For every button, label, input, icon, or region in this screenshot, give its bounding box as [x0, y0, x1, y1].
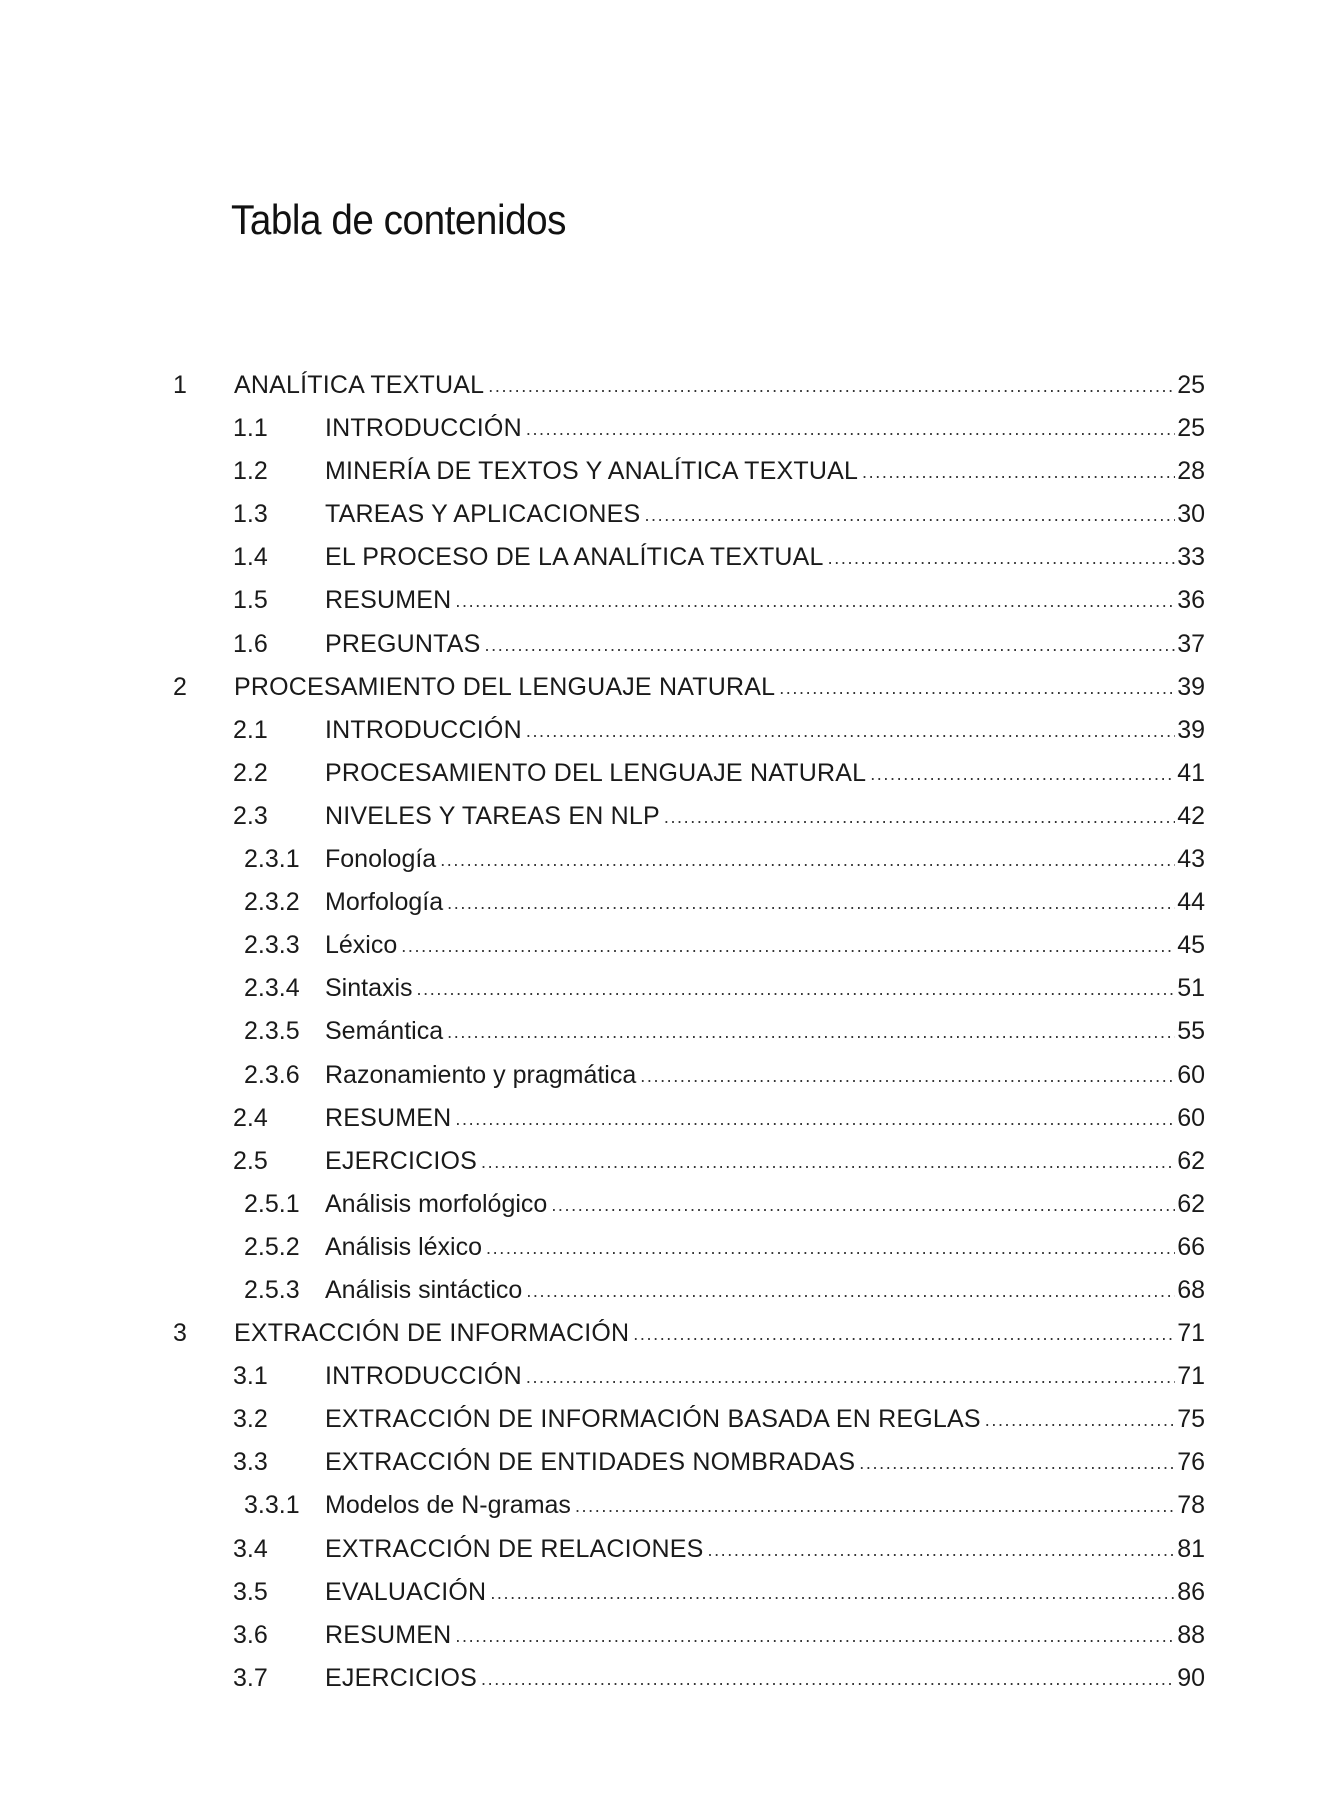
toc-entry-number: 1.4 [233, 543, 268, 572]
toc-entry-title[interactable]: EVALUACIÓN [325, 1577, 487, 1606]
toc-entry-number: 3.3 [233, 1448, 268, 1477]
toc-entry-title[interactable]: ANALÍTICA TEXTUAL [234, 371, 485, 399]
toc-entry-title[interactable]: EXTRACCIÓN DE RELACIONES [325, 1534, 704, 1563]
toc-entry[interactable] [0, 451, 1336, 494]
toc-entry-line [325, 886, 1205, 918]
dot-leader [551, 1189, 1175, 1220]
dot-leader [859, 1447, 1175, 1478]
toc-entry-title[interactable]: RESUMEN [325, 1620, 452, 1649]
toc-entry[interactable] [0, 1141, 1336, 1184]
dot-leader [440, 844, 1175, 875]
toc-entry-line [325, 714, 1205, 746]
toc-entry-page-number: 39 [1177, 715, 1205, 744]
dot-leader [870, 758, 1175, 789]
toc-entry[interactable] [0, 925, 1336, 968]
toc-entry[interactable] [0, 1055, 1336, 1098]
dot-leader [490, 1577, 1175, 1608]
toc-entry-line [325, 1446, 1205, 1478]
toc-entry-number: 2.4 [233, 1103, 268, 1132]
toc-entry-line [325, 541, 1205, 573]
toc-entry-number: 2.3.4 [244, 974, 300, 1003]
toc-entry-title[interactable]: PREGUNTAS [325, 629, 481, 658]
dot-leader [455, 1620, 1175, 1651]
toc-entry-line [325, 1403, 1205, 1435]
toc-entry-number: 2.5.3 [244, 1275, 300, 1304]
toc-entry[interactable] [0, 624, 1336, 667]
dot-leader [486, 1232, 1175, 1263]
toc-entry[interactable] [0, 1011, 1336, 1054]
toc-entry-number: 2.3.2 [244, 888, 300, 917]
dot-leader [485, 629, 1176, 660]
toc-list [0, 365, 1336, 1701]
toc-entry[interactable] [0, 580, 1336, 623]
toc-entry[interactable] [0, 1270, 1336, 1313]
toc-entry-title[interactable]: INTRODUCCIÓN [325, 1362, 522, 1391]
toc-entry-page-number: 33 [1177, 543, 1205, 572]
toc-entry-number: 1 [173, 371, 187, 399]
dot-leader [664, 801, 1175, 832]
toc-entry[interactable] [0, 796, 1336, 839]
toc-entry-line [325, 1015, 1205, 1047]
toc-entry-line [325, 412, 1205, 444]
toc-entry-title[interactable]: EL PROCESO DE LA ANALÍTICA TEXTUAL [325, 543, 824, 572]
toc-entry-page-number: 55 [1177, 1017, 1205, 1046]
dot-leader [644, 499, 1175, 530]
toc-entry-page-number: 62 [1177, 1189, 1205, 1218]
toc-entry-page-number: 66 [1177, 1232, 1205, 1261]
toc-entry-page-number: 71 [1177, 1319, 1205, 1348]
toc-entry-line [325, 757, 1205, 789]
toc-entry-title[interactable]: Sintaxis [325, 974, 413, 1003]
toc-entry-title[interactable]: MINERÍA DE TEXTOS Y ANALÍTICA TEXTUAL [325, 457, 859, 486]
toc-entry-number: 1.6 [233, 629, 268, 658]
toc-entry-number: 3 [173, 1319, 187, 1348]
dot-leader [526, 1275, 1175, 1306]
toc-entry-page-number: 81 [1177, 1534, 1205, 1563]
toc-entry-number: 1.5 [233, 586, 268, 615]
toc-entry-page-number: 44 [1177, 888, 1205, 917]
toc-entry-line [325, 498, 1205, 530]
toc-entry-page-number: 42 [1177, 801, 1205, 830]
toc-entry-number: 2.5.2 [244, 1232, 300, 1261]
toc-entry-number: 1.2 [233, 457, 268, 486]
toc-entry-page-number: 45 [1177, 931, 1205, 960]
toc-entry[interactable] [0, 1615, 1336, 1658]
toc-entry-page-number: 41 [1177, 758, 1205, 787]
toc-entry[interactable] [0, 1356, 1336, 1399]
toc-entry-page-number: 62 [1177, 1146, 1205, 1175]
toc-entry-line [325, 1145, 1205, 1177]
toc-entry-number: 3.3.1 [244, 1491, 300, 1520]
toc-entry-page-number: 43 [1177, 845, 1205, 874]
toc-entry-title[interactable]: Morfología [325, 888, 444, 917]
toc-entry-page-number: 28 [1177, 457, 1205, 486]
toc-entry-line [234, 1317, 1205, 1349]
dot-leader [455, 585, 1175, 616]
dot-leader [417, 973, 1176, 1004]
toc-entry-page-number: 37 [1177, 629, 1205, 658]
toc-entry-line [325, 1662, 1205, 1694]
page-title: Tabla de contenidos [231, 196, 566, 243]
toc-entry-title[interactable]: RESUMEN [325, 1103, 452, 1132]
toc-entry-title[interactable]: Semántica [325, 1017, 444, 1046]
toc-entry-number: 2 [173, 672, 187, 701]
toc-entry-number: 2.5 [233, 1146, 268, 1175]
toc-entry-number: 2.3.6 [244, 1060, 300, 1089]
dot-leader [481, 1663, 1175, 1694]
toc-entry-number: 1.3 [233, 500, 268, 529]
dot-leader [481, 1146, 1175, 1177]
toc-entry-number: 2.3.1 [244, 845, 300, 874]
toc-entry-title[interactable]: Fonología [325, 845, 437, 874]
toc-entry-title[interactable]: RESUMEN [325, 586, 452, 615]
toc-entry-title[interactable]: PROCESAMIENTO DEL LENGUAJE NATURAL [325, 758, 867, 787]
toc-entry-title[interactable]: Léxico [325, 931, 398, 960]
toc-entry-page-number: 86 [1177, 1577, 1205, 1606]
toc-entry-page-number: 71 [1177, 1362, 1205, 1391]
toc-entry-number: 3.2 [233, 1405, 268, 1434]
toc-entry-title[interactable]: EXTRACCIÓN DE ENTIDADES NOMBRADAS [325, 1448, 856, 1477]
toc-entry-line [325, 1619, 1205, 1651]
toc-entry[interactable] [0, 1658, 1336, 1701]
toc-entry-number: 3.1 [233, 1362, 268, 1391]
toc-entry-title[interactable]: Modelos de N-gramas [325, 1491, 571, 1520]
toc-entry[interactable] [0, 1529, 1336, 1572]
toc-entry-line [325, 1231, 1205, 1263]
toc-entry-number: 3.6 [233, 1620, 268, 1649]
dot-leader [455, 1103, 1175, 1134]
toc-entry-page-number: 75 [1177, 1405, 1205, 1434]
toc-entry-title[interactable]: Análisis léxico [325, 1232, 483, 1261]
toc-entry[interactable] [0, 1399, 1336, 1442]
toc-entry[interactable] [0, 1313, 1336, 1356]
toc-entry-page-number: 25 [1177, 371, 1205, 399]
toc-entry-line [325, 843, 1205, 875]
dot-leader [828, 542, 1176, 573]
toc-entry-line [234, 671, 1205, 703]
toc-entry-page-number: 76 [1177, 1448, 1205, 1477]
toc-entry-page-number: 68 [1177, 1275, 1205, 1304]
toc-entry-number: 3.5 [233, 1577, 268, 1606]
toc-entry-line [325, 1274, 1205, 1306]
dot-leader [633, 1318, 1175, 1349]
toc-entry-line [325, 1360, 1205, 1392]
toc-entry-title[interactable]: EJERCICIOS [325, 1663, 478, 1692]
toc-entry[interactable] [0, 1442, 1336, 1485]
dot-leader [862, 456, 1175, 487]
toc-entry[interactable] [0, 839, 1336, 882]
dot-leader [401, 930, 1175, 961]
toc-entry-title[interactable]: INTRODUCCIÓN [325, 414, 522, 443]
toc-entry-title[interactable]: INTRODUCCIÓN [325, 715, 522, 744]
toc-entry-line [325, 929, 1205, 961]
dot-leader [526, 413, 1175, 444]
toc-entry-line [325, 972, 1205, 1004]
toc-entry-line [325, 628, 1205, 660]
toc-entry-line [234, 369, 1205, 401]
toc-entry-line [325, 455, 1205, 487]
toc-entry-number: 2.5.1 [244, 1189, 300, 1218]
toc-entry-page-number: 36 [1177, 586, 1205, 615]
dot-leader [985, 1404, 1175, 1435]
toc-entry-page-number: 88 [1177, 1620, 1205, 1649]
toc-entry[interactable] [0, 882, 1336, 925]
toc-entry-line [325, 584, 1205, 616]
toc-entry[interactable] [0, 667, 1336, 710]
toc-entry-number: 2.3.3 [244, 931, 300, 960]
toc-entry[interactable] [0, 1485, 1336, 1528]
toc-entry-line [325, 1489, 1205, 1521]
toc-entry[interactable] [0, 365, 1336, 408]
toc-entry[interactable] [0, 1227, 1336, 1270]
toc-entry[interactable] [0, 408, 1336, 451]
toc-entry-number: 2.3.5 [244, 1017, 300, 1046]
toc-entry[interactable] [0, 710, 1336, 753]
toc-entry-number: 3.7 [233, 1663, 268, 1692]
toc-entry-page-number: 90 [1177, 1663, 1205, 1692]
toc-entry-number: 1.1 [233, 414, 268, 443]
toc-entry-title[interactable]: EXTRACCIÓN DE INFORMACIÓN BASADA EN REGLAS [325, 1405, 981, 1434]
toc-entry-page-number: 51 [1177, 974, 1205, 1003]
toc-entry-line [325, 1102, 1205, 1134]
dot-leader [779, 672, 1175, 703]
toc-entry-page-number: 78 [1177, 1491, 1205, 1520]
toc-entry-line [325, 800, 1205, 832]
toc-entry-title[interactable]: TAREAS Y APLICACIONES [325, 500, 641, 529]
toc-entry-number: 2.1 [233, 715, 268, 744]
toc-entry[interactable] [0, 537, 1336, 580]
toc-entry[interactable] [0, 753, 1336, 796]
toc-entry-title[interactable]: PROCESAMIENTO DEL LENGUAJE NATURAL [234, 672, 776, 701]
toc-entry-page-number: 60 [1177, 1060, 1205, 1089]
toc-entry-page-number: 39 [1177, 672, 1205, 701]
toc-entry[interactable] [0, 1184, 1336, 1227]
toc-entry-page-number: 25 [1177, 414, 1205, 443]
dot-leader [640, 1060, 1175, 1091]
toc-entry-line [325, 1533, 1205, 1565]
toc-entry[interactable] [0, 968, 1336, 1011]
toc-entry-title[interactable]: Análisis morfológico [325, 1189, 548, 1218]
dot-leader [707, 1534, 1175, 1565]
dot-leader [575, 1490, 1175, 1521]
toc-entry-number: 3.4 [233, 1534, 268, 1563]
toc-entry-page-number: 30 [1177, 500, 1205, 529]
toc-entry[interactable] [0, 494, 1336, 537]
dot-leader [526, 715, 1175, 746]
dot-leader [447, 887, 1175, 918]
toc-entry-page-number: 60 [1177, 1103, 1205, 1132]
toc-entry-number: 2.3 [233, 801, 268, 830]
toc-entry[interactable] [0, 1572, 1336, 1615]
toc-entry-number: 2.2 [233, 758, 268, 787]
toc-entry-title[interactable]: NIVELES Y TAREAS EN NLP [325, 801, 660, 830]
toc-entry-title[interactable]: Razonamiento y pragmática [325, 1060, 637, 1089]
toc-entry-title[interactable]: EJERCICIOS [325, 1146, 478, 1175]
dot-leader [488, 370, 1175, 401]
toc-entry-title[interactable]: Análisis sintáctico [325, 1275, 523, 1304]
dot-leader [447, 1016, 1175, 1047]
dot-leader [526, 1361, 1175, 1392]
toc-entry[interactable] [0, 1098, 1336, 1141]
toc-entry-line [325, 1188, 1205, 1220]
toc-entry-line [325, 1576, 1205, 1608]
toc-entry-title[interactable]: EXTRACCIÓN DE INFORMACIÓN [234, 1319, 630, 1348]
toc-entry-line [325, 1059, 1205, 1091]
